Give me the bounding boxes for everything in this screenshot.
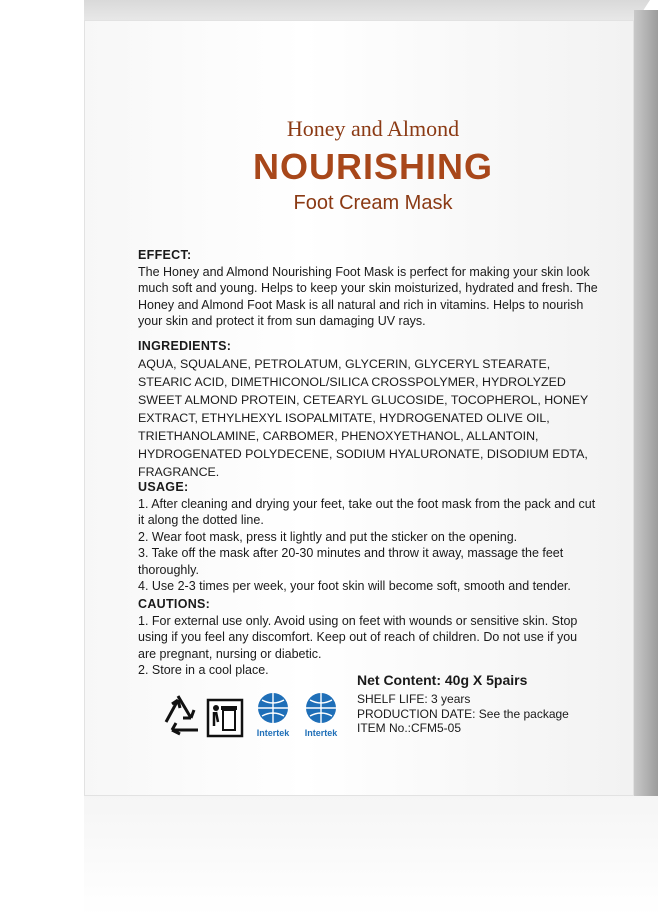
brand-subtitle: Honey and Almond [286, 116, 460, 141]
effect-section [138, 247, 598, 330]
cert-label: Intertek [256, 728, 290, 738]
table-reflection [84, 796, 658, 916]
cautions-section [138, 596, 598, 679]
intertek-globe-icon [305, 693, 339, 738]
usage-step: 4. Use 2-3 times per week, your foot skin will become soft, smooth and tender. [138, 579, 571, 593]
caution-item: 1. For external use only. Avoid using on feet with wounds or sensitive skin. Stop using if you feel any discomfort. Keep out of reach of children. Do not use if you are pregnant, nursing or diabetic. [138, 613, 578, 661]
usage-heading: USAGE: [138, 480, 189, 494]
production-date: PRODUCTION DATE: See the package [357, 706, 569, 721]
caution-item: 2. Store in a cool place. [138, 663, 269, 677]
usage-step: 3. Take off the mask after 20-30 minutes and throw it away, massage the feet thoroughly. [138, 546, 564, 577]
recycle-icon [166, 696, 198, 734]
usage-section [138, 479, 598, 595]
cert-label: Intertek [304, 728, 338, 738]
usage-step: 2. Wear foot mask, press it lightly and put the sticker on the opening. [138, 529, 518, 544]
effect-text: The Honey and Almond Nourishing Foot Mask is perfect for making your skin look much soft and young. Helps to keep your skin moisturized, hydrated and fresh. The Honey and Almond Foot Mask is all natural and rich in vitamins. Helps to nourish your skin and protect it from sun damaging UV rays. [138, 264, 598, 328]
trash-bin-icon [208, 700, 242, 736]
shelf-life: SHELF LIFE: 3 years [357, 692, 471, 706]
cautions-heading: CAUTIONS: [138, 597, 211, 611]
product-meta [357, 692, 569, 736]
ingredients-text: AQUA, SQUALANE, PETROLATUM, GLYCERIN, GLYCERYL STEARATE, STEARIC ACID, DIMETHICONOL/SILICA CROSSPOLYMER, HYDROLYZED SWEET ALMOND PROTEIN, CETEARYL GLUCOSIDE, TOCOPHEROL, HONEY EXTRACT, ETHYLHEXYL ISOPALMITATE, HYDROGENATED OLIVE OIL, TRIETHANOLAMINE, CARBOMER, PHENOXYETHANOL, ALLANTOIN, HYDROGENATED POLYDECENE, SODIUM HYALURONATE, DISODIUM EDTA, FRAGRANCE. [138, 356, 589, 479]
ingredients-section [138, 338, 598, 481]
intertek-globe-icon [257, 693, 291, 738]
usage-step: 1. After cleaning and drying your feet, take out the foot mask from the pack and cut it along the dotted line. [138, 496, 596, 527]
item-number: ITEM No.:CFM5-05 [357, 721, 462, 735]
net-content: Net Content: 40g X 5pairs [357, 672, 528, 688]
certification-icons [158, 686, 348, 746]
effect-heading: EFFECT: [138, 248, 192, 262]
product-type: Foot Cream Mask [293, 192, 453, 214]
product-title: NOURISHING [252, 146, 493, 187]
ingredients-heading: INGREDIENTS: [138, 339, 232, 353]
